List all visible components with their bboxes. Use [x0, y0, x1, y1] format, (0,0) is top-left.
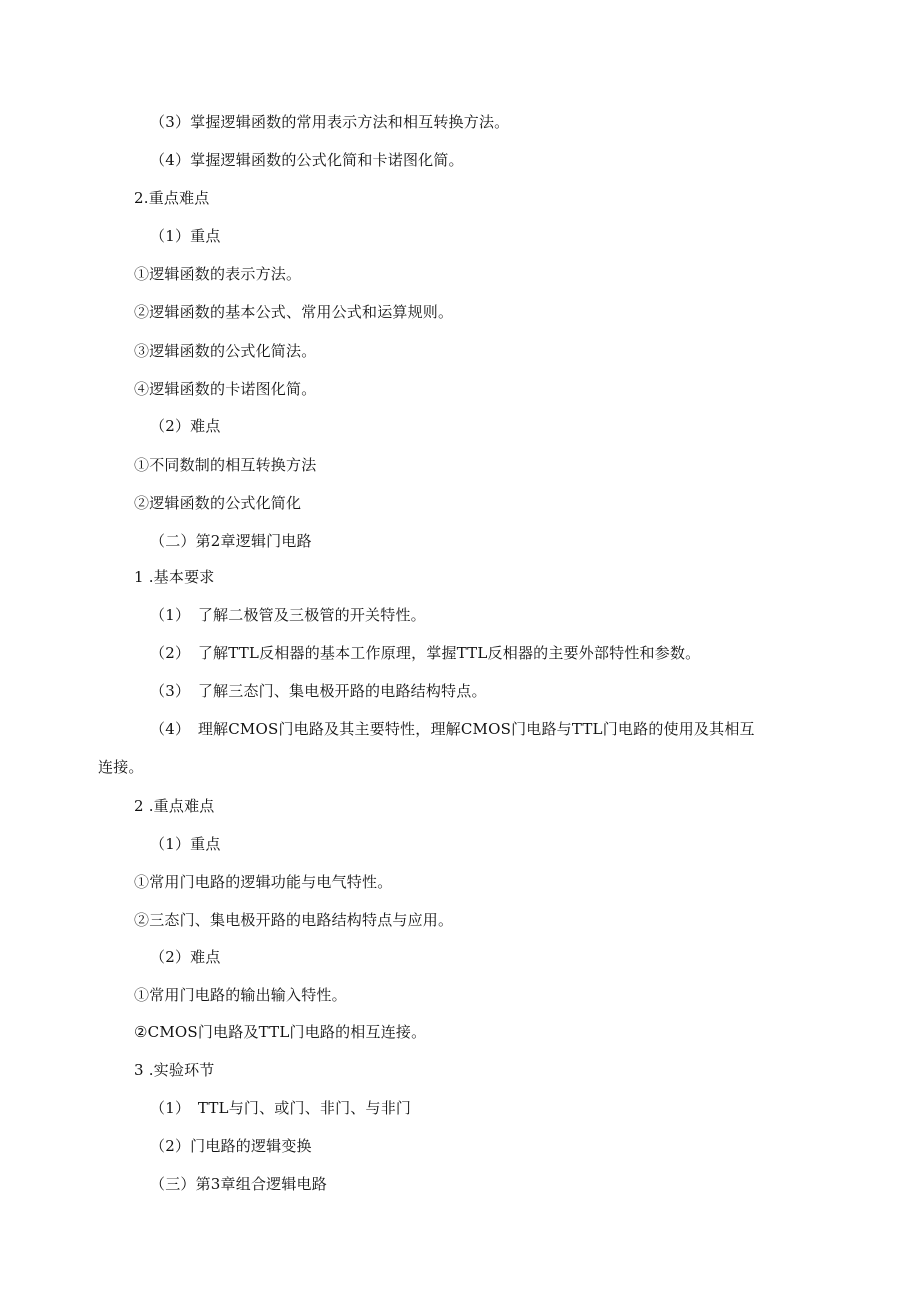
key-point-1: ①逻辑函数的表示方法。	[134, 265, 302, 283]
key-point-4: ④逻辑函数的卡诺图化简。	[134, 380, 317, 398]
subheading-key-2: （1）重点	[150, 835, 221, 853]
key-point-2: ②逻辑函数的基本公式、常用公式和运算规则。	[134, 303, 454, 321]
section-heading-experiment: 3 .实验环节	[134, 1061, 215, 1079]
requirement-item-3b: （3） 了解三态门、集电极开路的电路结构特点。	[150, 682, 487, 700]
requirement-item-4: （4）掌握逻辑函数的公式化简和卡诺图化简。	[150, 151, 464, 169]
difficult-point-2-1: ①常用门电路的输出输入特性。	[134, 986, 347, 1004]
section-heading-basic-requirements: 1 .基本要求	[134, 568, 215, 586]
key-point-2-1: ①常用门电路的逻辑功能与电气特性。	[134, 873, 393, 891]
difficult-point-1: ①不同数制的相互转换方法	[134, 456, 317, 474]
requirement-item-4b: （4） 理解CMOS门电路及其主要特性，理解CMOS门电路与TTL门电路的使用及其相互	[150, 720, 755, 738]
key-point-3: ③逻辑函数的公式化简法。	[134, 342, 317, 360]
requirement-item-4b-continuation: 连接。	[98, 758, 144, 776]
difficult-point-2: ②逻辑函数的公式化简化	[134, 494, 302, 512]
subheading-key: （1）重点	[150, 227, 221, 245]
subheading-difficult-2: （2）难点	[150, 948, 221, 966]
experiment-item-1: （1） TTL与门、或门、非门、与非门	[150, 1099, 412, 1117]
key-point-2-2: ②三态门、集电极开路的电路结构特点与应用。	[134, 911, 454, 929]
subheading-difficult: （2）难点	[150, 417, 221, 435]
section-heading-key-points: 2.重点难点	[134, 189, 210, 207]
requirement-item-2: （2） 了解TTL反相器的基本工作原理，掌握TTL反相器的主要外部特性和参数。	[150, 644, 701, 662]
experiment-item-2: （2）门电路的逻辑变换	[150, 1137, 312, 1155]
section-heading-key-points-2: 2 .重点难点	[134, 797, 215, 815]
chapter-heading-2: （二）第2章逻辑门电路	[150, 532, 312, 550]
requirement-item-3: （3）掌握逻辑函数的常用表示方法和相互转换方法。	[150, 113, 510, 131]
requirement-item-1: （1） 了解二极管及三极管的开关特性。	[150, 606, 426, 624]
difficult-point-2-2: ②CMOS门电路及TTL门电路的相互连接。	[134, 1023, 427, 1041]
chapter-heading-3: （三）第3章组合逻辑电路	[150, 1175, 327, 1193]
